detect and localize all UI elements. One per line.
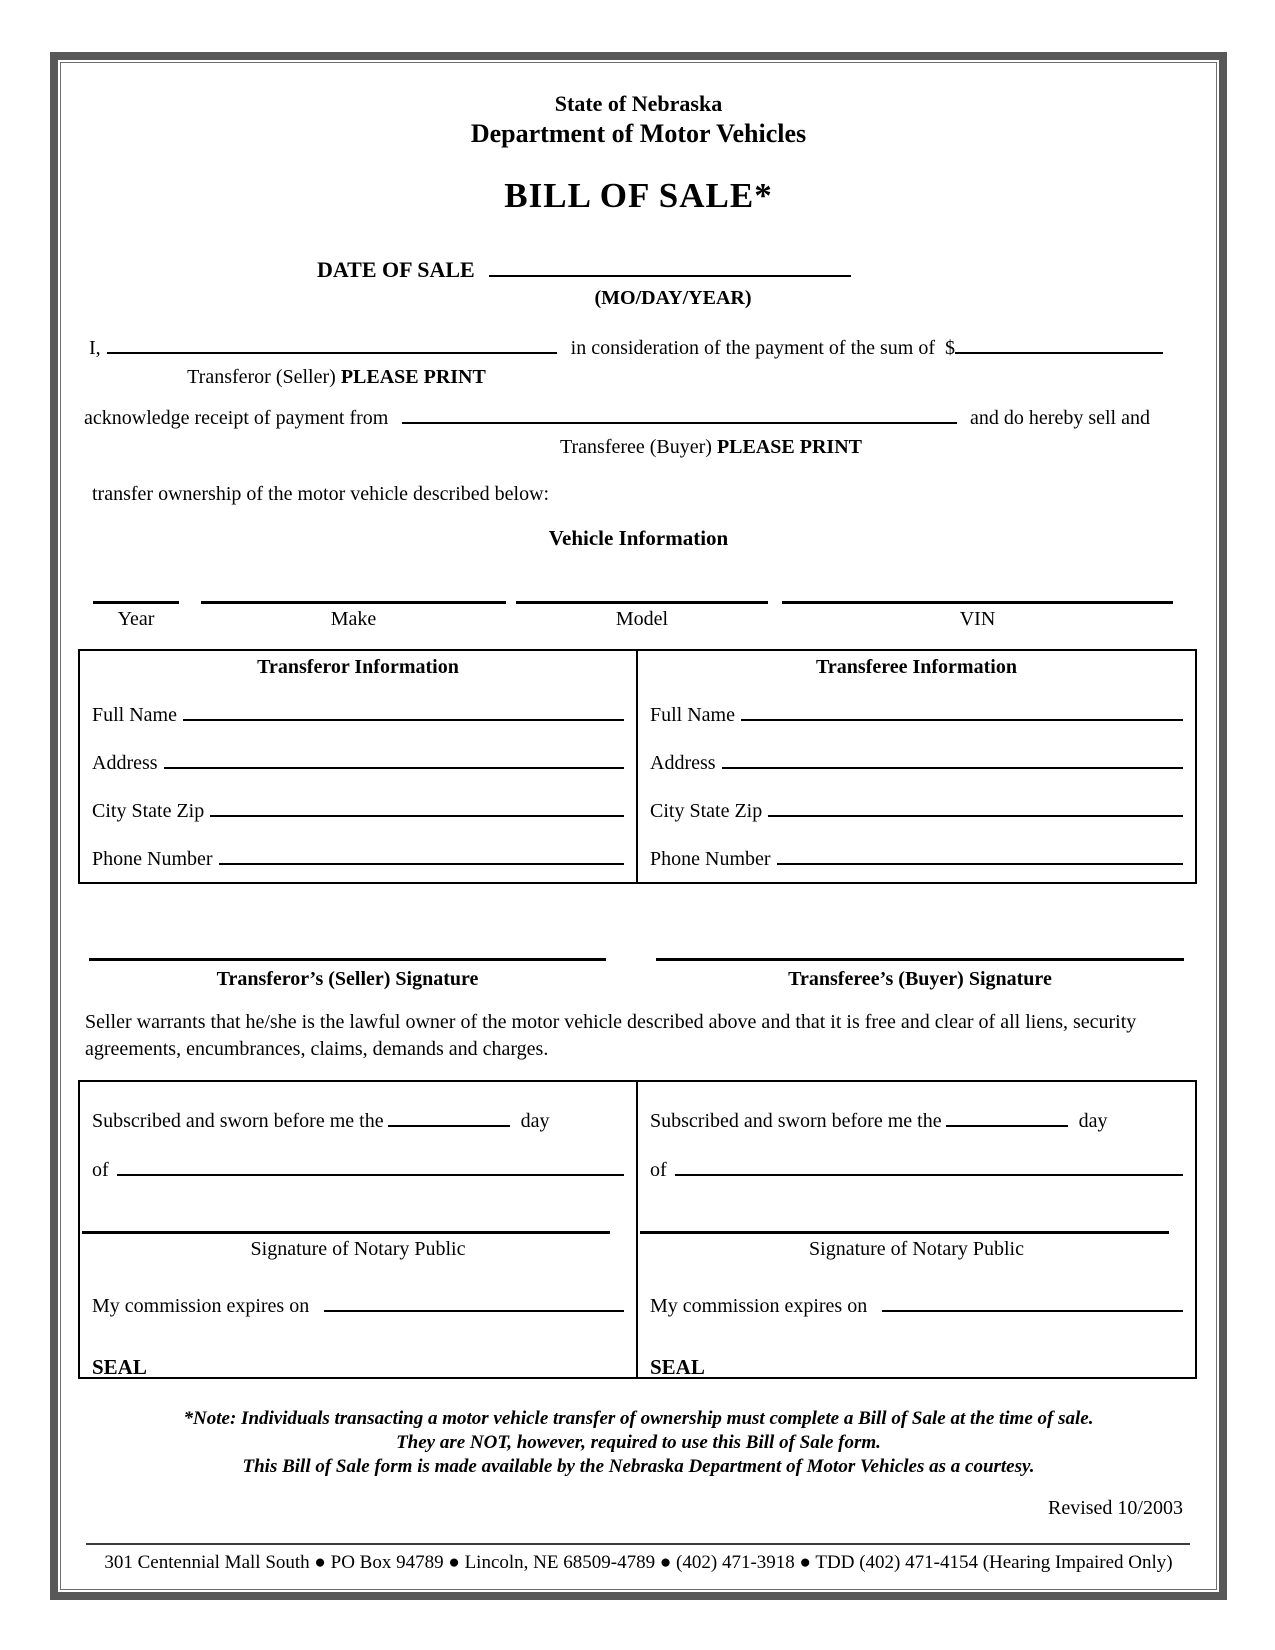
- footnote-line-2: They are NOT, however, required to use this Bill of Sale form.: [396, 1432, 881, 1453]
- notary-table: [78, 1080, 1197, 1379]
- buyer-name-field[interactable]: [402, 422, 957, 424]
- sworn-text: Subscribed and sworn before me the: [650, 1110, 942, 1132]
- transferor-address-field[interactable]: [164, 767, 624, 769]
- vehicle-model-field[interactable]: [516, 601, 768, 631]
- transferee-phone-label: Phone Number: [650, 848, 771, 870]
- transferor-phone-label: Phone Number: [92, 848, 213, 870]
- seller-notary-signature-label: Signature of Notary Public: [250, 1238, 466, 1260]
- seller-consideration-row: [89, 335, 1163, 361]
- transferor-full-name-label: Full Name: [92, 704, 177, 726]
- consideration-text: in consideration of the payment of the sum of: [570, 337, 936, 359]
- footer-address: 301 Centennial Mall South ● PO Box 94789 ● Lincoln, NE 68509-4789 ● (402) 471-3918 ● TDD (402) 471-4154 (Hearing Impaired Only): [104, 1552, 1173, 1573]
- of-text: of: [650, 1159, 667, 1181]
- page-inner-border: [60, 62, 1217, 1590]
- i-label: I,: [89, 337, 101, 359]
- revision-date: Revised 10/2003: [1048, 1497, 1183, 1519]
- transferor-address-label: Address: [92, 752, 158, 774]
- commission-text: My commission expires on: [650, 1295, 868, 1317]
- transferee-phone-field[interactable]: [777, 863, 1183, 865]
- footer-divider: [86, 1543, 1190, 1545]
- department-heading: Department of Motor Vehicles: [470, 119, 807, 148]
- date-of-sale-field[interactable]: [489, 275, 851, 277]
- commission-text: My commission expires on: [92, 1295, 310, 1317]
- transferee-address-label: Address: [650, 752, 716, 774]
- footnote-line-1: *Note: Individuals transacting a motor vehicle transfer of ownership must complete a Bill of Sale at the time of sale.: [183, 1408, 1094, 1429]
- vehicle-model-label: Model: [615, 608, 669, 630]
- vehicle-year-label: Year: [117, 608, 155, 630]
- seller-print-caption: [110, 365, 563, 389]
- footnote-block: [61, 1407, 1216, 1479]
- seller-notary-signature-field[interactable]: [82, 1231, 610, 1234]
- transferee-city-state-zip-field[interactable]: [768, 815, 1183, 817]
- transferee-info-cell: [638, 651, 1195, 882]
- date-of-sale-label: DATE OF SALE: [317, 257, 475, 282]
- day-text: day: [520, 1110, 550, 1132]
- vehicle-make-label: Make: [330, 608, 377, 630]
- date-format-caption: (MO/DAY/YEAR): [594, 287, 752, 309]
- buyer-signature-field[interactable]: [656, 958, 1184, 991]
- of-text: of: [92, 1159, 109, 1181]
- buyer-seal-label: SEAL: [650, 1355, 705, 1379]
- day-text: day: [1078, 1110, 1108, 1132]
- buyer-caption-bold: PLEASE PRINT: [716, 436, 862, 458]
- seller-name-field[interactable]: [107, 352, 557, 354]
- transferor-info-cell: [80, 651, 638, 882]
- transferor-full-name-field[interactable]: [183, 719, 624, 721]
- buyer-commission-date-field[interactable]: [882, 1310, 1183, 1312]
- transferee-info-title: Transferee Information: [816, 656, 1017, 678]
- transferor-city-state-zip-field[interactable]: [210, 815, 624, 817]
- transferee-city-state-zip-label: City State Zip: [650, 800, 763, 822]
- parties-info-table: [78, 649, 1197, 884]
- buyer-print-caption: [516, 435, 906, 459]
- buyer-caption-text: Transferee (Buyer): [559, 436, 717, 458]
- seller-seal-label: SEAL: [92, 1355, 147, 1379]
- transfer-ownership-text: transfer ownership of the motor vehicle described below:: [92, 483, 550, 505]
- seller-caption-text: Transferor (Seller): [187, 366, 341, 388]
- seller-notary-month-field[interactable]: [117, 1174, 624, 1176]
- sell-suffix-text: and do hereby sell and: [970, 407, 1150, 429]
- page-sheet: [50, 52, 1227, 1600]
- vehicle-make-field[interactable]: [201, 601, 506, 631]
- buyer-notary-signature-label: Signature of Notary Public: [809, 1238, 1024, 1260]
- vehicle-info-title: Vehicle Information: [548, 526, 729, 550]
- transferee-full-name-field[interactable]: [741, 719, 1183, 721]
- dollar-sign: $: [945, 337, 956, 359]
- buyer-signature-label: Transferee’s (Buyer) Signature: [788, 968, 1052, 990]
- transferee-full-name-label: Full Name: [650, 704, 735, 726]
- sale-amount-field[interactable]: [955, 352, 1163, 354]
- sworn-text: Subscribed and sworn before me the: [92, 1110, 384, 1132]
- vehicle-year-field[interactable]: [93, 601, 179, 631]
- vehicle-vin-field[interactable]: [782, 601, 1173, 631]
- seller-commission-date-field[interactable]: [324, 1310, 624, 1312]
- state-heading: State of Nebraska: [554, 91, 723, 116]
- seller-notary-cell: [80, 1082, 638, 1377]
- transferee-address-field[interactable]: [722, 767, 1183, 769]
- vehicle-vin-label: VIN: [959, 608, 996, 630]
- buyer-payment-row: [84, 405, 1150, 431]
- acknowledge-text: acknowledge receipt of payment from: [84, 407, 389, 429]
- buyer-notary-month-field[interactable]: [675, 1174, 1183, 1176]
- seller-notary-day-field[interactable]: [388, 1125, 510, 1127]
- buyer-notary-day-field[interactable]: [946, 1125, 1068, 1127]
- seller-signature-label: Transferor’s (Seller) Signature: [216, 968, 479, 990]
- footnote-line-3: This Bill of Sale form is made available by the Nebraska Department of Motor Vehicles as a courtesy.: [242, 1456, 1035, 1477]
- form-title: BILL OF SALE*: [504, 176, 773, 215]
- transferor-city-state-zip-label: City State Zip: [92, 800, 205, 822]
- seller-signature-field[interactable]: [89, 958, 606, 991]
- warranty-text: Seller warrants that he/she is the lawful owner of the motor vehicle described above and that it is free and clear of all liens, security agreements, encumbrances, claims, demands and charges.: [85, 1011, 1137, 1060]
- buyer-notary-cell: [638, 1082, 1195, 1377]
- buyer-notary-signature-field[interactable]: [640, 1231, 1169, 1234]
- date-of-sale-row: [317, 257, 851, 283]
- form-content: [61, 63, 1216, 1587]
- transferor-phone-field[interactable]: [219, 863, 624, 865]
- transferor-info-title: Transferor Information: [257, 656, 459, 678]
- seller-caption-bold: PLEASE PRINT: [340, 366, 486, 388]
